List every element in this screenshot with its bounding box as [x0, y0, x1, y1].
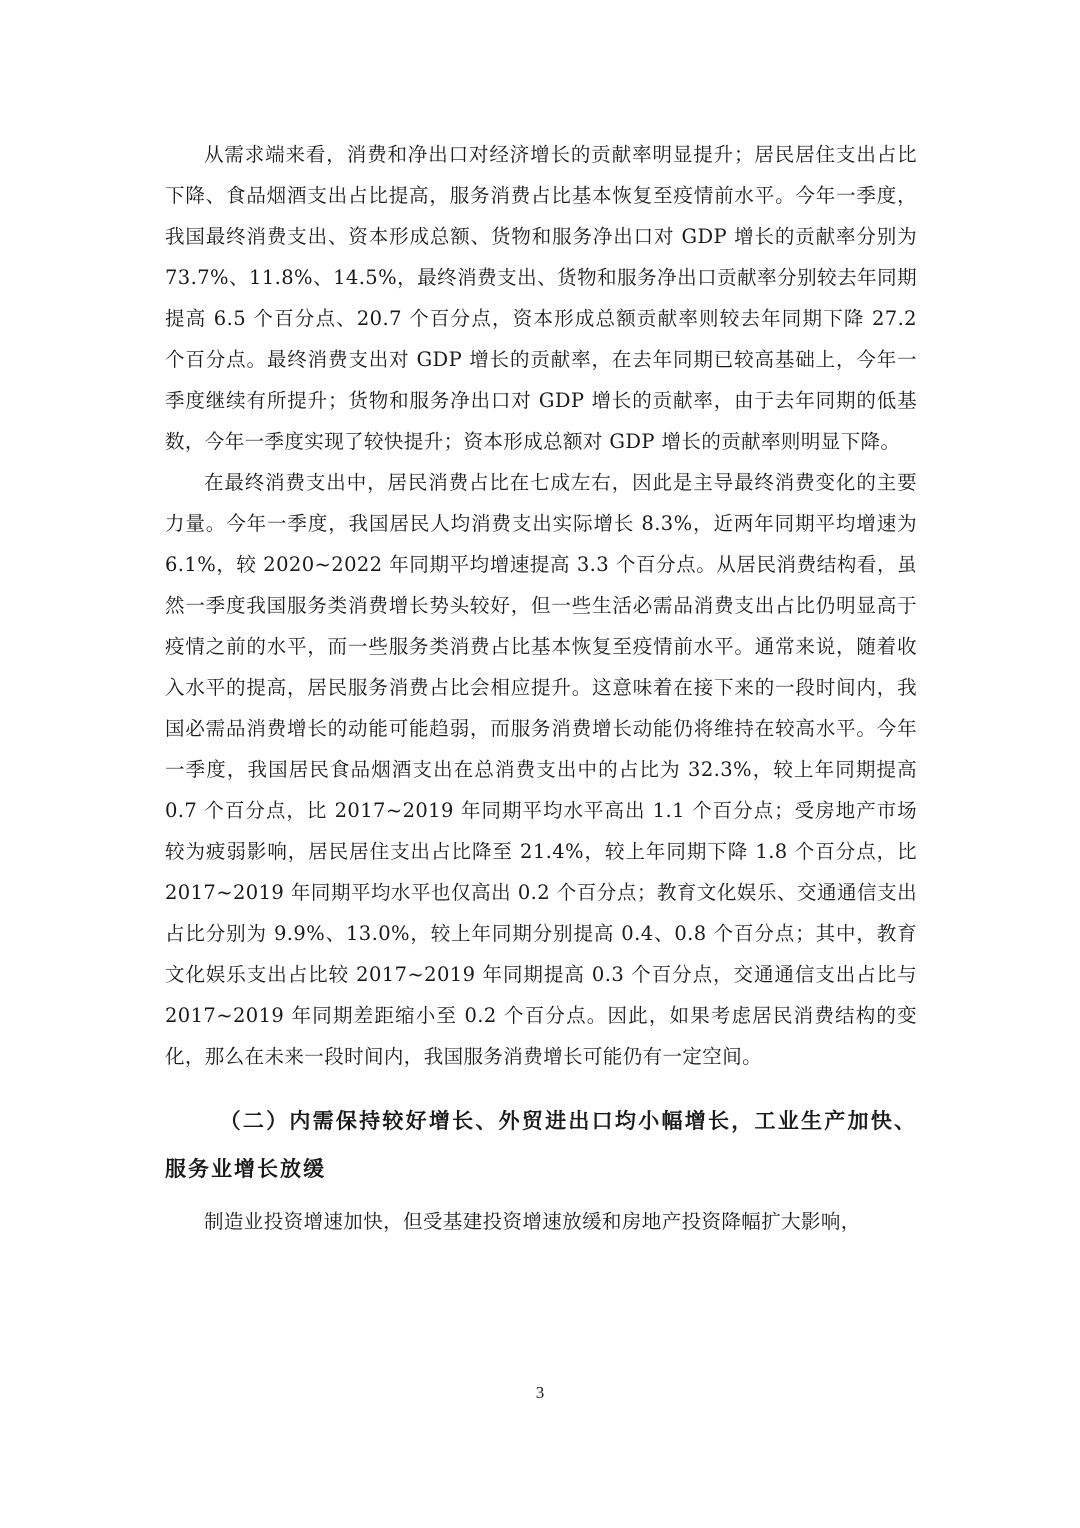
paragraph-demand-side: 从需求端来看，消费和净出口对经济增长的贡献率明显提升；居民居住支出占比下降、食品烟酒支出占比提高，服务消费占比基本恢复至疫情前水平。今年一季度，我国最终消费支出、资本形成总额、货物和服务净出口对 GDP 增长的贡献率分别为 73.7%、11.8%、14.5%，最终消费支出、货物和服务净出口贡献率分别较去年同期提高 6.5 个百分点、20.7 个百分点，资本形成总额贡献率则较去年同期下降 27.2 个百分点。最终消费支出对 GDP 增长的贡献率，在去年同期已较高基础上，今年一季度继续有所提升；货物和服务净出口对 GDP 增长的贡献率，由于去年同期的低基数，今年一季度实现了较快提升；资本形成总额对 GDP 增长的贡献率则明显下降。 [165, 143, 917, 453]
section-heading: （二）内需保持较好增长、外贸进出口均小幅增长，工业生产加快、服务业增长放缓 [165, 1108, 917, 1181]
page-number: 3 [535, 1383, 545, 1402]
paragraph-investment: 制造业投资增速加快，但受基建投资增速放缓和房地产投资降幅扩大影响， [204, 1210, 861, 1233]
paragraph-final-consumption: 在最终消费支出中，居民消费占比在七成左右，因此是主导最终消费变化的主要力量。今年一季度，我国居民人均消费支出实际增长 8.3%，近两年同期平均增速为 6.1%，较 2020~2022 年同期平均增速提高 3.3 个百分点。从居民消费结构看，虽然一季度我国服务类消费增长势头较好，但一些生活必需品消费支出占比仍明显高于疫情之前的水平，而一些服务类消费占比基本恢复至疫情前水平。通常来说，随着收入水平的提高，居民服务消费占比会相应提升。这意味着在接下来的一段时间内，我国必需品消费增长的动能可能趋弱，而服务消费增长动能仍将维持在较高水平。今年一季度，我国居民食品烟酒支出在总消费支出中的占比为 32.3%，较上年同期提高 0.7 个百分点，比 2017~2019 年同期平均水平高出 1.1 个百分点；受房地产市场较为疲弱影响，居民居住支出占比降至 21.4%，较上年同期下降 1.8 个百分点，比 2017~2019 年同期平均水平也仅高出 0.2 个百分点；教育文化娱乐、交通通信支出占比分别为 9.9%、13.0%，较上年同期分别提高 0.4、0.8 个百分点；其中，教育文化娱乐支出占比较 2017~2019 年同期提高 0.3 个百分点，交通通信支出占比与 2017~2019 年同期差距缩小至 0.2 个百分点。因此，如果考虑居民消费结构的变化，那么在未来一段时间内，我国服务消费增长可能仍有一定空间。 [165, 471, 917, 1068]
document-body [165, 134, 917, 1242]
